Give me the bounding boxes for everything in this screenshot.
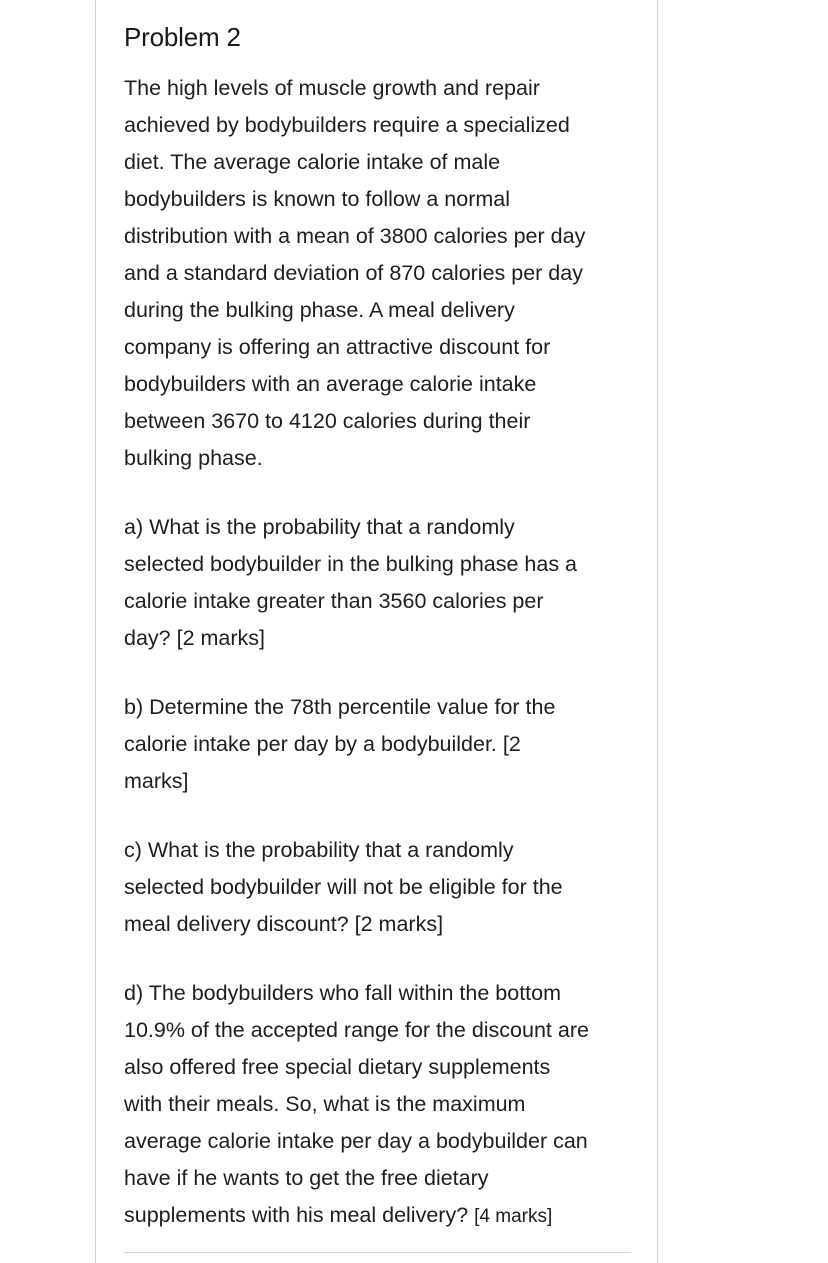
question-d-line: have if he wants to get the free dietary: [124, 1166, 489, 1190]
intro-line: between 3670 to 4120 calories during their: [124, 409, 531, 433]
question-d: [124, 975, 589, 1234]
question-b-line: marks]: [124, 769, 189, 793]
intro-line: The high levels of muscle growth and repair: [124, 76, 540, 100]
question-b-line: b) Determine the 78th percentile value for the: [124, 695, 556, 719]
question-a-line: day? [2 marks]: [124, 626, 265, 650]
intro-line: distribution with a mean of 3800 calories per day: [124, 224, 586, 248]
question-a-line: selected bodybuilder in the bulking phase has a: [124, 552, 578, 576]
question-c-line: selected bodybuilder will not be eligible for the: [124, 875, 563, 899]
question-d-line: supplements with his meal delivery?: [124, 1203, 469, 1227]
question-c-line: c) What is the probability that a randomly: [124, 838, 514, 862]
question-d-line: with their meals. So, what is the maximum: [124, 1092, 526, 1116]
problem-intro: [124, 70, 585, 477]
intro-line: company is offering an attractive discount for: [124, 335, 551, 359]
question-b: [124, 689, 555, 800]
bottom-divider: [124, 1252, 631, 1253]
question-d-marks: [4 marks]: [474, 1206, 553, 1227]
question-b-line: calorie intake per day by a bodybuilder. [2: [124, 732, 521, 756]
question-a-line: calorie intake greater than 3560 calories per: [124, 589, 544, 613]
question-a-line: a) What is the probability that a randomly: [124, 515, 515, 539]
question-d-line: also offered free special dietary supplements: [124, 1055, 551, 1079]
question-c: [124, 832, 563, 943]
question-a: [124, 509, 577, 657]
question-c-line: meal delivery discount? [2 marks]: [124, 912, 444, 936]
intro-line: achieved by bodybuilders require a specialized: [124, 113, 570, 137]
question-d-line: 10.9% of the accepted range for the discount are: [124, 1018, 589, 1042]
intro-line: diet. The average calorie intake of male: [124, 150, 501, 174]
intro-line: bodybuilders is known to follow a normal: [124, 187, 511, 211]
question-d-last-line: [124, 1197, 589, 1234]
intro-line: during the bulking phase. A meal delivery: [124, 298, 515, 322]
question-d-line: d) The bodybuilders who fall within the bottom: [124, 981, 562, 1005]
problem-title: Problem 2: [124, 22, 241, 52]
question-d-line: average calorie intake per day a bodybuilder can: [124, 1129, 588, 1153]
intro-line: and a standard deviation of 870 calories per day: [124, 261, 583, 285]
intro-line: bulking phase.: [124, 446, 263, 470]
intro-line: bodybuilders with an average calorie intake: [124, 372, 537, 396]
